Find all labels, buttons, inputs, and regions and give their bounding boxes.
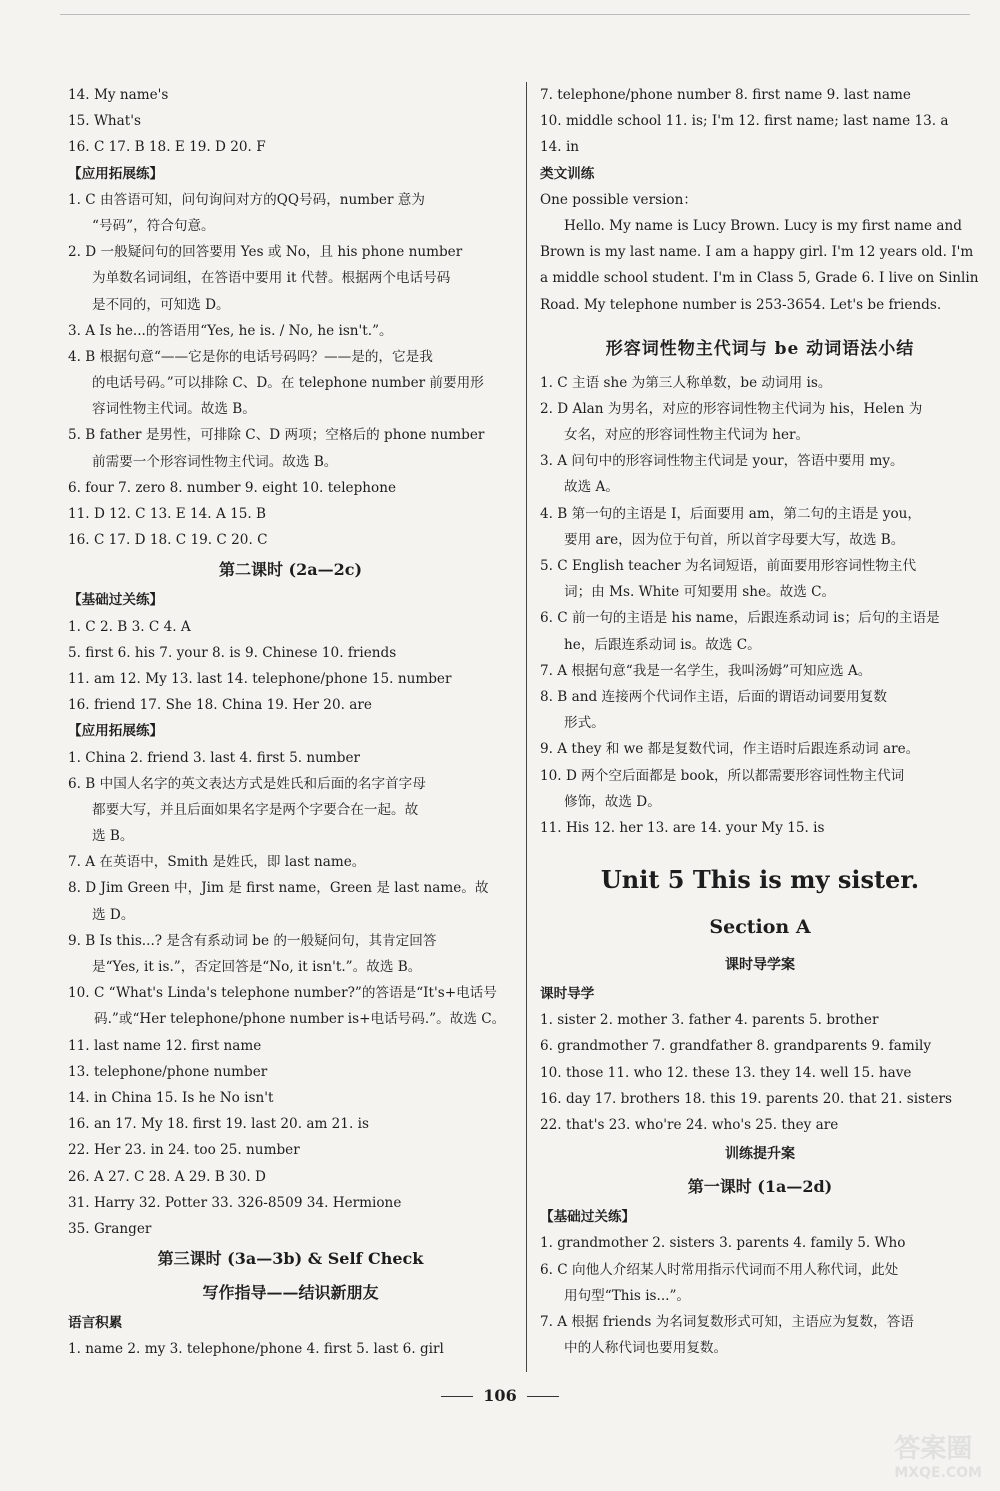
answer-line: 5. C English teacher 为名词短语，前面要用形容词性物主代 <box>540 558 917 574</box>
answer-line: 11. His 12. her 13. are 14. your My 15. is <box>540 819 825 836</box>
answer-line: 14. in China 15. Is he No isn't <box>68 1089 274 1106</box>
answer-line: 前需要一个形容词性物主代词。故选 B。 <box>92 453 338 470</box>
answer-line: 31. Harry 32. Potter 33. 326-8509 34. Hermione <box>68 1194 402 1211</box>
answer-line: Hello. My name is Lucy Brown. Lucy is my first name and <box>564 217 962 234</box>
answer-line: 7. A 根据 friends 为名词复数形式可知，主语应为复数，答语 <box>540 1313 914 1330</box>
answer-line: 2. D Alan 为男名，对应的形容词性物主代词为 his，Helen 为 <box>540 400 923 417</box>
lesson-title: 第三课时 (3a—3b) & Self Check <box>157 1249 424 1269</box>
answer-line: 4. B 根据句意“——它是你的电话号码吗？——是的，它是我 <box>68 348 433 365</box>
section-header: 【基础过关练】 <box>68 592 164 609</box>
section-title: Section A <box>709 916 811 939</box>
page-number: 106 <box>0 1386 1000 1405</box>
training-title: 训练提升案 <box>725 1146 795 1163</box>
answer-line: 要用 are，因为位于句首，所以首字母要大写，故选 B。 <box>564 531 905 548</box>
top-rule <box>60 14 970 15</box>
answer-line: 1. grandmother 2. sisters 3. parents 4. family 5. Who <box>540 1235 906 1252</box>
answer-line: 用句型“This is...”。 <box>564 1287 691 1304</box>
answer-line: 15. What's <box>68 113 141 130</box>
answer-line: 码.”或“Her telephone/phone number is+电话号码.”。故选 C。 <box>94 1011 506 1028</box>
answer-line: 5. first 6. his 7. your 8. is 9. Chinese 10. friends <box>68 644 397 661</box>
answer-line: 14. in <box>540 139 580 156</box>
answer-line: 词；由 Ms. White 可知要用 she。故选 C。 <box>564 584 836 601</box>
guide-header: 课时导学 <box>540 986 595 1003</box>
answer-line: 1. C 2. B 3. C 4. A <box>68 618 191 635</box>
answer-line: 11. D 12. C 13. E 14. A 15. B <box>68 506 267 522</box>
section-header: 【应用拓展练】 <box>68 723 164 740</box>
lesson1-answers <box>540 1204 980 1361</box>
answer-line: 22. Her 23. in 24. too 25. number <box>68 1142 300 1159</box>
right-column <box>540 82 980 1361</box>
answer-line: 16. day 17. brothers 18. this 19. parents 20. that 21. sisters <box>540 1090 953 1107</box>
answer-line: 1. name 2. my 3. telephone/phone 4. first 5. last 6. girl <box>68 1341 444 1358</box>
lesson1-title: 第一课时 (1a—2d) <box>687 1177 833 1197</box>
answer-line: 8. D Jim Green 中，Jim 是 first name，Green 是 last name。故 <box>68 880 489 897</box>
answer-line: 3. A 问句中的形容词性物主代词是 your，答语中要用 my。 <box>540 453 904 470</box>
answer-line: 都要大写，并且后面如果名字是两个字要合在一起。故 <box>92 801 419 818</box>
answer-line: 16. C 17. B 18. E 19. D 20. F <box>68 139 266 156</box>
answer-line: 6. C 向他人介绍某人时常用指示代词而不用人称代词，此处 <box>540 1261 899 1278</box>
guide-title: 课时导学案 <box>725 957 795 974</box>
column-divider <box>526 82 527 1372</box>
section-header: 【基础过关练】 <box>540 1209 636 1226</box>
section-header: 【应用拓展练】 <box>68 165 164 182</box>
section-header: 类文训练 <box>540 165 595 182</box>
answer-line: 16. an 17. My 18. first 19. last 20. am 21. is <box>68 1116 369 1133</box>
answer-line: 13. telephone/phone number <box>68 1063 268 1080</box>
answer-line: 16. friend 17. She 18. China 19. Her 20. are <box>68 697 372 714</box>
answer-line: 6. four 7. zero 8. number 9. eight 10. telephone <box>68 479 397 496</box>
answer-line: 16. C 17. D 18. C 19. C 20. C <box>68 532 268 549</box>
answer-line: 14. My name's <box>68 87 169 103</box>
answer-line: “号码”，符合句意。 <box>92 217 215 234</box>
answer-line: 7. A 根据句意“我是一名学生，我叫汤姆”可知应选 A。 <box>540 662 872 679</box>
answer-line: 修饰，故选 D。 <box>564 793 661 810</box>
answer-line: 6. C 前一句的主语是 his name，后跟连系动词 is；后句的主语是 <box>540 610 940 627</box>
answer-line: 9. A they 和 we 都是复数代词，作主语时后跟连系动词 are。 <box>540 741 920 758</box>
answer-line: Brown is my last name. I am a happy girl. I'm 12 years old. I'm <box>540 244 974 261</box>
answer-line: 2. D 一般疑问句的回答要用 Yes 或 No，且 his phone number <box>68 244 463 261</box>
answer-line: 1. C 主语 she 为第三人称单数，be 动词用 is。 <box>540 374 832 391</box>
grammar-summary-title: 形容词性物主代词与 be 动词语法小结 <box>605 338 915 359</box>
watermark-logo: 答案圈 MXQE.COM <box>894 1434 982 1481</box>
answer-line: 女名，对应的形容词性物主代词为 her。 <box>564 427 810 444</box>
answer-line: 3. A Is he...的答语用“Yes, he is. / No, he isn't.”。 <box>68 322 393 339</box>
writing-answers <box>540 82 980 318</box>
answer-line: 6. B 中国人名字的英文表达方式是姓氏和后面的名字首字母 <box>68 775 426 792</box>
lesson-title: 第二课时 (2a—2c) <box>218 560 363 580</box>
left-column <box>68 82 513 1362</box>
answer-line: 故选 A。 <box>564 479 619 496</box>
lesson-title: 写作指导——结识新朋友 <box>202 1283 379 1303</box>
answer-line: 6. grandmother 7. grandfather 8. grandparents 9. family <box>540 1038 932 1055</box>
unit-title: Unit 5 This is my sister. <box>600 865 920 895</box>
answer-line: 9. B Is this...? 是含有系动词 be 的一般疑问句，其肯定回答 <box>68 932 437 949</box>
answer-line: 容词性物主代词。故选 B。 <box>92 401 256 418</box>
answer-line: 22. that's 23. who're 24. who's 25. they are <box>540 1117 839 1133</box>
answer-line: 35. Granger <box>68 1220 152 1237</box>
answer-line: 1. sister 2. mother 3. father 4. parents 5. brother <box>540 1012 879 1029</box>
answer-line: 7. telephone/phone number 8. first name 9. last name <box>540 87 911 103</box>
answer-line: 10. D 两个空后面都是 book，所以都需要形容词性物主代词 <box>540 767 905 784</box>
answer-line: 为单数名词词组，在答语中要用 it 代替。根据两个电话号码 <box>92 270 451 287</box>
answer-line: 7. A 在英语中，Smith 是姓氏，即 last name。 <box>68 854 366 871</box>
answer-line: 11. last name 12. first name <box>68 1037 262 1054</box>
answer-line: 的电话号码。”可以排除 C、D。在 telephone number 前要用形 <box>92 375 484 392</box>
answer-line: 10. middle school 11. is; I'm 12. first name; last name 13. a <box>540 113 949 130</box>
answer-line: 11. am 12. My 13. last 14. telephone/phone 15. number <box>68 670 452 687</box>
answer-line: 1. C 由答语可知，问句询问对方的QQ号码，number 意为 <box>68 191 425 208</box>
answer-line: 是“Yes, it is.”，否定回答是“No, it isn't.”。故选 B。 <box>92 959 422 975</box>
answer-line: 10. those 11. who 12. these 13. they 14. well 15. have <box>540 1064 912 1081</box>
answer-line: 形式。 <box>564 715 605 732</box>
section-header: 语言积累 <box>68 1315 123 1332</box>
answer-line: One possible version： <box>540 191 697 208</box>
answer-line: he，后跟连系动词 is。故选 C。 <box>564 636 761 653</box>
guide-answers <box>540 1007 980 1138</box>
answer-line: a middle school student. I'm in Class 5, Grade 6. I live on Sinlin <box>540 270 979 287</box>
answer-line: 中的人称代词也要用复数。 <box>564 1340 728 1357</box>
answer-line: 1. China 2. friend 3. last 4. first 5. number <box>68 749 361 766</box>
answer-line: 选 B。 <box>92 828 134 845</box>
answer-line: 8. B and 连接两个代词作主语，后面的谓语动词要用复数 <box>540 688 887 705</box>
answer-line: 4. B 第一句的主语是 I，后面要用 am，第二句的主语是 you， <box>540 505 922 522</box>
answer-line: 是不同的，可知选 D。 <box>92 296 230 313</box>
answer-line: 10. C “What's Linda's telephone number?”的答语是“It's+电话号 <box>68 985 497 1002</box>
answer-line: 26. A 27. C 28. A 29. B 30. D <box>68 1168 266 1185</box>
grammar-answers <box>540 370 980 841</box>
answer-line: Road. My telephone number is 253-3654. Let's be friends. <box>540 296 942 313</box>
answer-line: 5. B father 是男性，可排除 C、D 两项；空格后的 phone number <box>68 427 485 444</box>
answer-line: 选 D。 <box>92 906 135 923</box>
